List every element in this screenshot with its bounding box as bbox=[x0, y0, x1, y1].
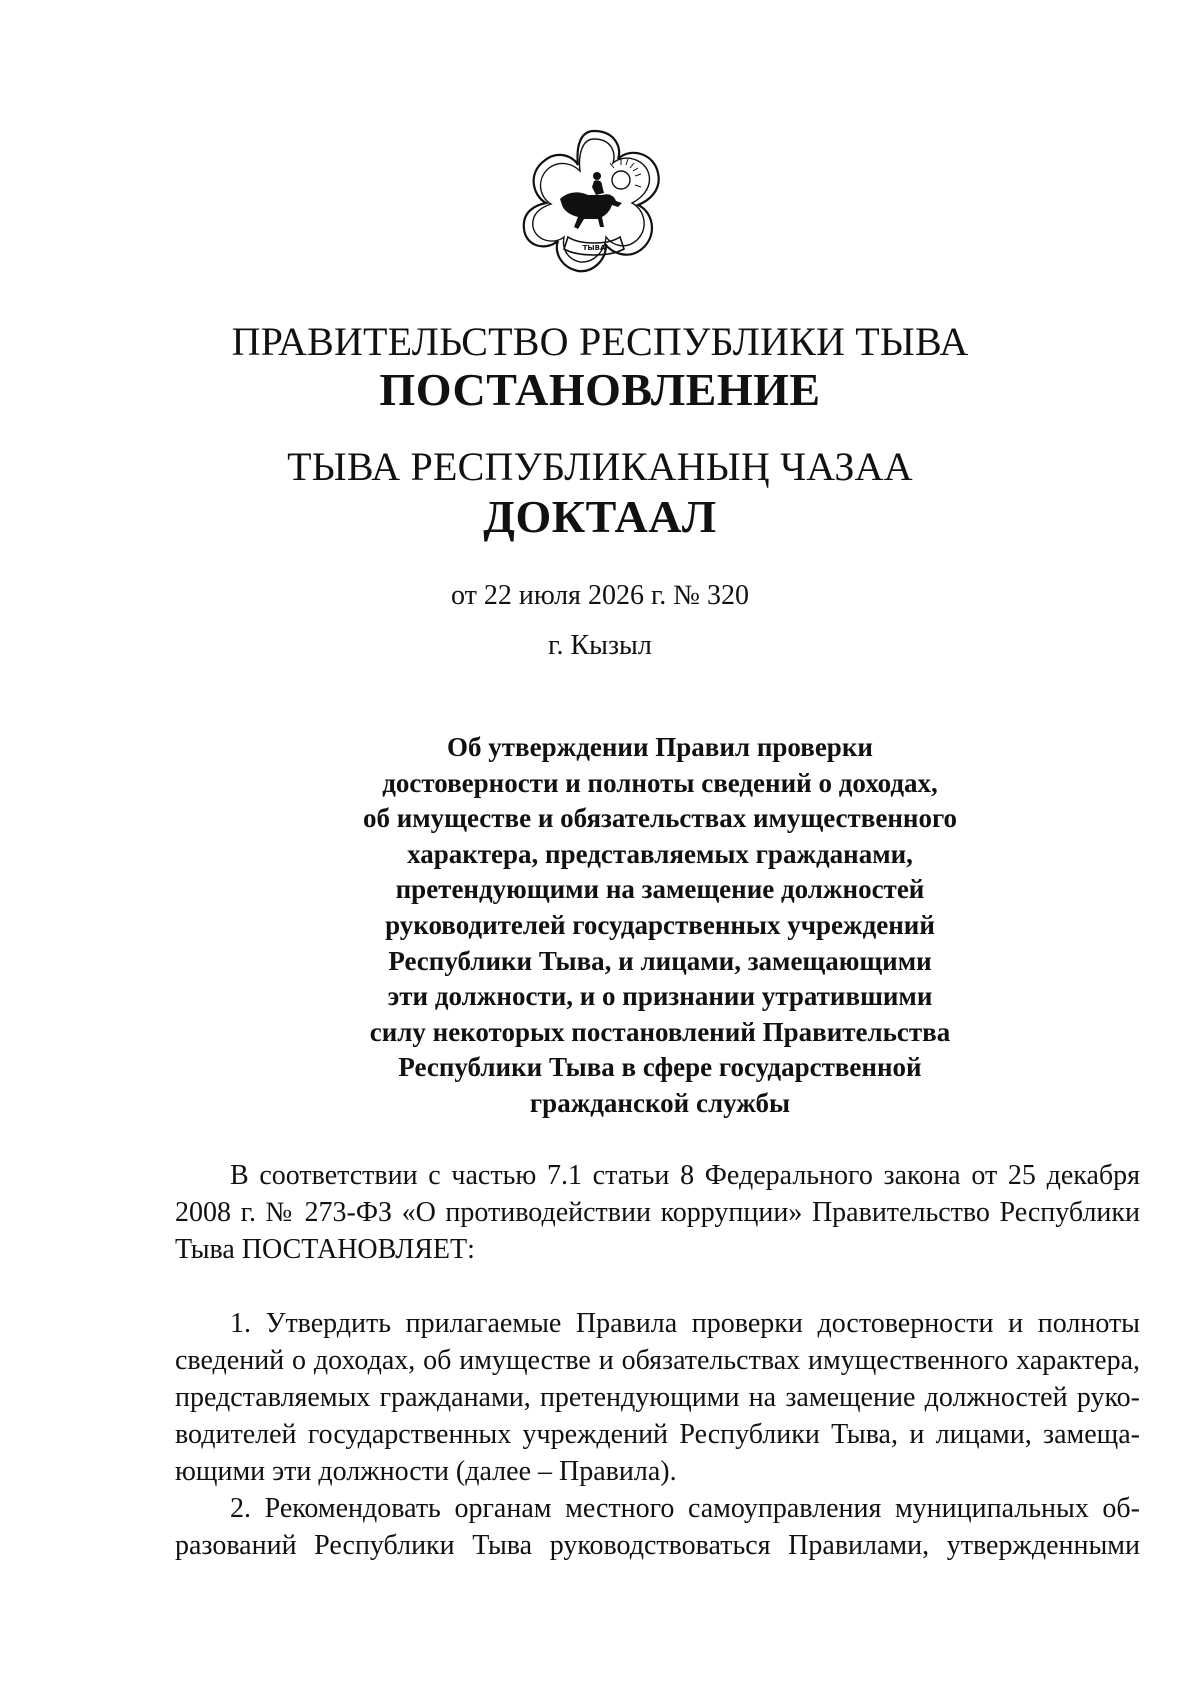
title-line: эти должности, и о признании утратившими bbox=[387, 981, 933, 1012]
title-line: достоверности и полноты сведений о доходах, bbox=[382, 767, 938, 798]
document-date-number: от 22 июля 2026 г. № 320 bbox=[451, 580, 749, 611]
title-line: характера, представляемых гражданами, bbox=[407, 838, 913, 869]
organization-tv: ТЫВА РЕСПУБЛИКАНЫҢ ЧАЗАА bbox=[287, 444, 913, 489]
document-city: г. Кызыл bbox=[548, 630, 652, 661]
document-title bbox=[330, 730, 990, 1122]
organization-ru: ПРАВИТЕЛЬСТВО РЕСПУБЛИКИ ТЫВА bbox=[231, 319, 969, 364]
title-line: силу некоторых постановлений Правительства bbox=[369, 1016, 951, 1047]
document-type-tv: ДОКТААЛ bbox=[483, 491, 717, 542]
paragraph-line: 1. Утвердить прилагаемые Правила проверки достоверности и полноты bbox=[230, 1308, 1140, 1339]
emblem-ribbon-text: ТЫВА bbox=[582, 244, 606, 252]
paragraph-preamble bbox=[175, 1157, 1140, 1268]
paragraph-line: ющими эти должности (далее – Правила). bbox=[175, 1456, 677, 1487]
title-line: Республики Тыва, и лицами, замещающими bbox=[388, 945, 932, 976]
tuva-emblem bbox=[518, 125, 670, 277]
emblem-icon bbox=[518, 125, 670, 277]
title-line: об имуществе и обязательствах имущественного bbox=[362, 803, 958, 834]
paragraph-line: водителей государственных учреждений Республики Тыва, и лицами, замеща- bbox=[175, 1419, 1140, 1450]
title-line: Республики Тыва в сфере государственной bbox=[398, 1052, 922, 1083]
paragraph-line: разований Республики Тыва руководствоваться Правилами, утвержденными bbox=[175, 1530, 1140, 1561]
paragraph-line: 2008 г. № 273-ФЗ «О противодействии коррупции» Правительство Республики bbox=[175, 1197, 1140, 1228]
title-line: руководителей государственных учреждений bbox=[385, 909, 935, 940]
paragraph-item-2 bbox=[175, 1490, 1140, 1564]
paragraph-line: сведений о доходах, об имуществе и обязательствах имущественного характера, bbox=[175, 1345, 1140, 1376]
title-line: гражданской службы bbox=[529, 1087, 791, 1118]
title-line: претендующими на замещение должностей bbox=[395, 874, 925, 905]
document-type-ru: ПОСТАНОВЛЕНИЕ bbox=[379, 364, 821, 415]
paragraph-line: Тыва ПОСТАНОВЛЯЕТ: bbox=[175, 1234, 475, 1265]
paragraph-line: представляемых гражданами, претендующими на замещение должностей руко- bbox=[175, 1382, 1140, 1413]
paragraph-line: В соответствии с частью 7.1 статьи 8 Федерального закона от 25 декабря bbox=[230, 1160, 1140, 1191]
paragraph-item-1 bbox=[175, 1305, 1140, 1490]
paragraph-line: 2. Рекомендовать органам местного самоуправления муниципальных об- bbox=[230, 1493, 1140, 1524]
title-line: Об утверждении Правил проверки bbox=[447, 732, 873, 762]
